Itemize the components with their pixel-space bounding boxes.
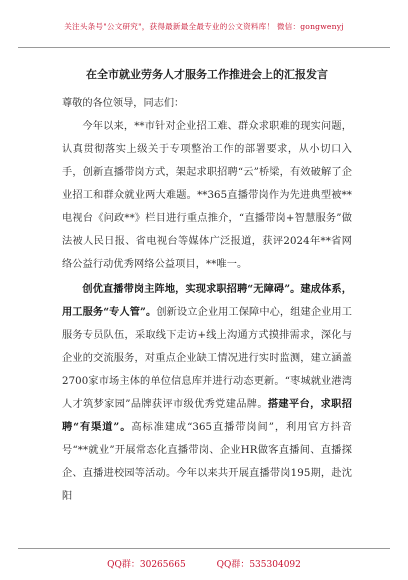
footer-qq-group-2[interactable]: QQ群：535304092 (216, 560, 301, 570)
subsection-text: 高标准建成“365直播带岗间”，利用官方抖音号“**就业”开展常态化直播带岗、企业HR做客直播间、直播探企、直播进校园等活动。今年以来共开展直播带岗195期，赴沈阳 (62, 422, 353, 502)
paragraph-intro: 今年以来，**市针对企业招工难、群众求职难的现实问题，认真贯彻落实上级关于专项整治工作的部署要求，从小切口入手，创新直播带岗方式，架起求职招聘“云”桥梁，有效破解了企业招工和群众就业两大难题。**365直播带岗作为先进典型被**电视台《问政**》栏目进行重点推介，“直播带岗+智慧服务”做法被人民日报、省电视台等媒体广泛报道，获评2024年**省网络公益行动优秀网络公益项目，**唯一。 (62, 121, 352, 270)
subsection-heading: 搭建平台，求职招聘“有渠道”。 (62, 398, 352, 433)
document-body (62, 66, 352, 508)
footer (0, 557, 408, 570)
header-divider (18, 47, 390, 48)
section-text: 创新设立企业用工保障中心，组建企业用工服务专员队伍，采取线下走访+线上沟通方式摸排需求，深化与企业的交流服务，对重点企业缺工情况进行实时监测，建立涵盖2700家市场主体的单位信息库并进行动态更新。“枣城就业港湾 人才筑梦家园”品牌获评市级优秀党建品牌。 (62, 307, 353, 410)
footer-qq-group-1[interactable]: QQ群：30265665 (107, 560, 186, 570)
salutation: 尊敬的各位领导，同志们： (62, 98, 185, 109)
footer-divider (18, 548, 390, 549)
section-heading: 创优直播带岗主阵地，实现求职招聘“无障碍”。建成体系，用工服务“专人管”。 (62, 283, 352, 318)
paragraph-section-1 (62, 278, 352, 508)
document-title: 在全市就业劳务人才服务工作推进会上的汇报发言 (86, 68, 328, 81)
header-banner[interactable]: 关注头条号"公文研究"，获得最新最全最专业的公文资料库！ 微信：gongwenyj (64, 22, 344, 31)
